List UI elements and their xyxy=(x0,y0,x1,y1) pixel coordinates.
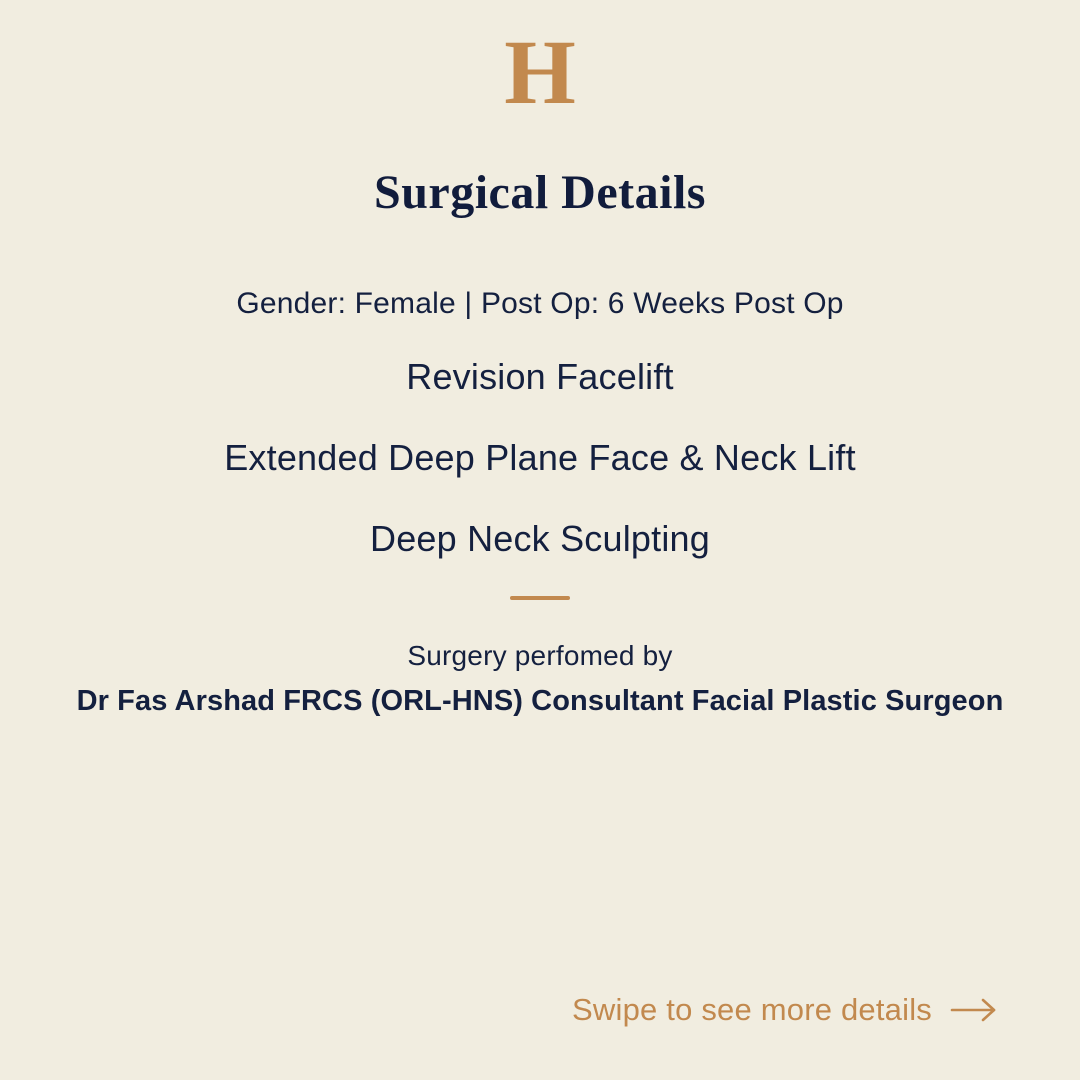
details-block xyxy=(0,286,1080,561)
logo-letter-h-icon: H xyxy=(504,21,576,123)
surgeon-credit xyxy=(0,638,1080,719)
surgeon-name: Dr Fas Arshad FRCS (ORL-HNS) Consultant Facial Plastic Surgeon xyxy=(76,685,1004,717)
procedure-item: Revision Facelift xyxy=(406,356,674,397)
swipe-cta-label: Swipe to see more details xyxy=(572,992,932,1027)
swipe-cta[interactable] xyxy=(572,992,998,1028)
patient-meta-line: Gender: Female | Post Op: 6 Weeks Post Op xyxy=(236,287,844,320)
section-divider xyxy=(510,596,570,600)
procedure-item: Deep Neck Sculpting xyxy=(370,518,710,559)
page-title: Surgical Details xyxy=(374,166,706,219)
arrow-right-icon xyxy=(950,997,998,1023)
performed-by-label: Surgery perfomed by xyxy=(407,640,673,671)
procedure-item: Extended Deep Plane Face & Neck Lift xyxy=(224,437,856,478)
brand-logo xyxy=(0,21,1080,123)
